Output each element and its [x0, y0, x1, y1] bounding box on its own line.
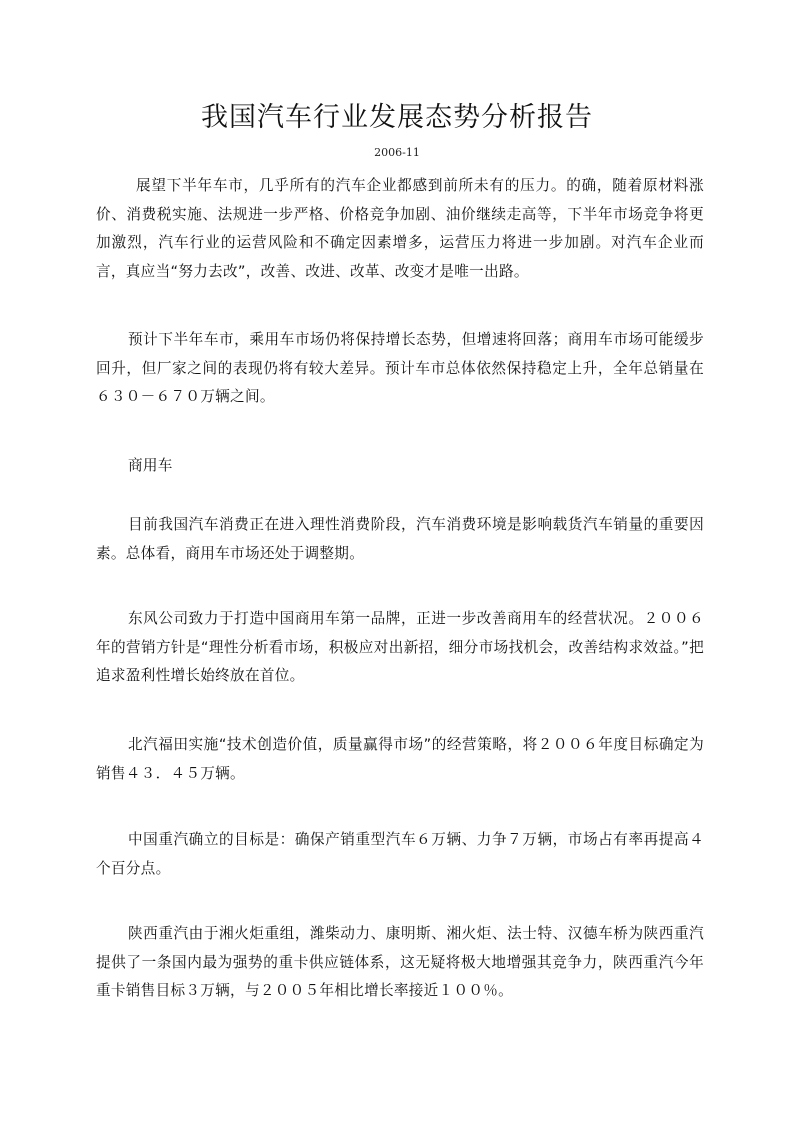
paragraph-forecast: 预计下半年车市，乘用车市场仍将保持增长态势，但增速将回落；商用车市场可能缓步回升，但厂家之间的表现仍将有较大差异。预计车市总体依然保持稳定上升，全年总销量在６３０－６７０万辆之间。: [96, 331, 704, 405]
document-date: 2006-11: [374, 146, 420, 159]
paragraph-sinotruk: 中国重汽确立的目标是：确保产销重型汽车６万辆、力争７万辆，市场占有率再提高４个百分点。: [96, 831, 704, 877]
document-title: 我国汽车行业发展态势分析报告: [201, 102, 593, 133]
paragraph-foton: 北汽福田实施“技术创造价值，质量赢得市场”的经营策略，将２００６年度目标确定为销售４３．４５万辆。: [96, 736, 704, 782]
paragraph-shaanxi: 陕西重汽由于湘火炬重组，潍柴动力、康明斯、湘火炬、法士特、汉德车桥为陕西重汽提供了一条国内最为强势的重卡供应链体系，这无疑将极大地增强其竞争力，陕西重汽今年重卡销售目标３万辆，与２００５年相比增长率接近１００％。: [96, 925, 704, 999]
section-heading-commercial-vehicles: 商用车: [128, 457, 173, 474]
paragraph-consumption: 目前我国汽车消费正在进入理性消费阶段，汽车消费环境是影响载货汽车销量的重要因素。总体看，商用车市场还处于调整期。: [96, 516, 704, 562]
paragraph-outlook: 展望下半年车市，几乎所有的汽车企业都感到前所未有的压力。的确，随着原材料涨价、消费税实施、法规进一步严格、价格竞争加剧、油价继续走高等，下半年市场竞争将更加激烈，汽车行业的运营风险和不确定因素增多，运营压力将进一步加剧。对汽车企业而言，真应当“努力去改”，改善、改进、改革、改变才是唯一出路。: [96, 177, 704, 280]
paragraph-dongfeng: 东风公司致力于打造中国商用车第一品牌，正进一步改善商用车的经营状况。２００６年的营销方针是“理性分析看市场，积极应对出新招，细分市场找机会，改善结构求效益。”把追求盈利性增长始终放在首位。: [96, 610, 704, 684]
